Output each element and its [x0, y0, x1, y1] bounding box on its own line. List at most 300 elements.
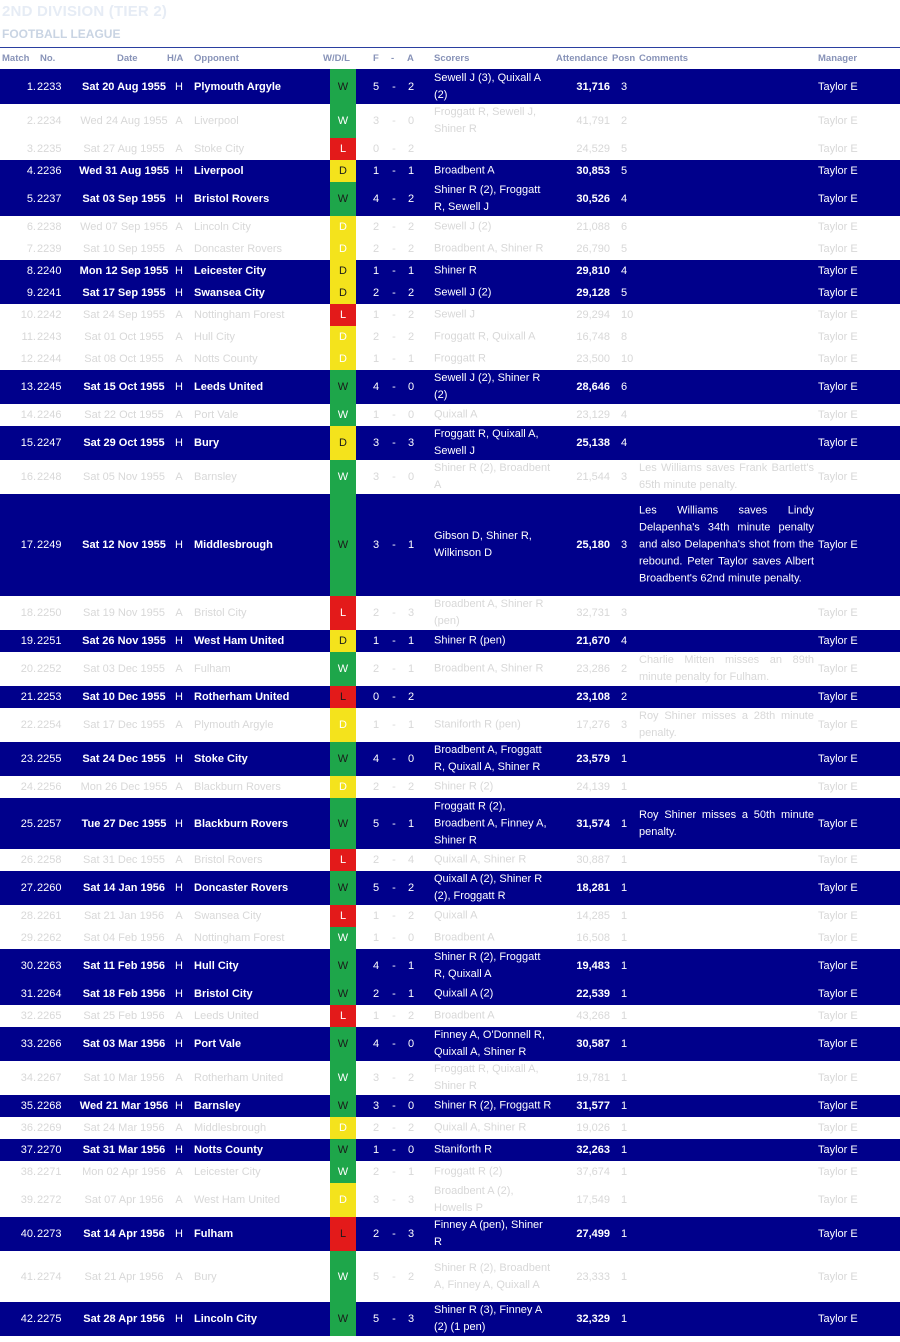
table-row: [0, 630, 900, 652]
row-goals-against: 2: [407, 80, 415, 93]
row-opponent: Barnsley: [194, 1100, 241, 1112]
row-opponent: Stoke City: [194, 143, 245, 155]
row-date: Sat 12 Nov 1955: [82, 539, 166, 551]
row-attendance: 32,329: [576, 1313, 610, 1325]
row-goals-against: 0: [407, 1100, 415, 1112]
row-game-number: 2243: [37, 331, 62, 343]
row-result-badge: W: [330, 1161, 356, 1183]
row-attendance: 23,108: [576, 691, 610, 703]
row-game-number: 2273: [37, 1228, 62, 1240]
row-date: Sat 18 Feb 1956: [82, 988, 166, 1000]
row-opponent: Swansea City: [194, 910, 262, 922]
row-score-dash: -: [392, 1270, 396, 1283]
row-date: Sat 20 Aug 1955: [82, 80, 166, 93]
row-match-number: 5.: [26, 193, 36, 205]
row-goals-for: 3: [372, 1194, 380, 1206]
table-row: [0, 776, 900, 798]
row-game-number: 2260: [37, 882, 62, 894]
row-score-dash: -: [392, 1122, 396, 1134]
row-opponent: Plymouth Argyle: [194, 80, 281, 93]
row-match-number: 6.: [26, 221, 36, 233]
row-match-number: 38.: [20, 1166, 36, 1178]
row-goals-against: 3: [407, 437, 415, 449]
page-title: 2ND DIVISION (TIER 2): [2, 3, 168, 20]
table-row: [0, 182, 900, 216]
row-game-number: 2263: [37, 960, 62, 972]
row-manager: Taylor E: [818, 910, 858, 922]
row-home-away: A: [175, 719, 183, 731]
row-match-number: 19.: [20, 635, 36, 647]
row-result-badge: D: [330, 348, 356, 370]
row-manager: Taylor E: [818, 1228, 858, 1240]
row-match-number: 7.: [26, 243, 36, 255]
row-scorers: Broadbent A, Shiner R: [434, 662, 544, 675]
row-score-dash: -: [392, 353, 396, 365]
row-opponent: Stoke City: [194, 753, 248, 765]
row-home-away: A: [175, 353, 183, 365]
row-opponent: Blackburn Rovers: [194, 781, 281, 793]
row-manager: Taylor E: [818, 1144, 858, 1156]
row-attendance: 30,526: [576, 193, 610, 205]
row-opponent: Port Vale: [194, 409, 239, 421]
row-date: Mon 02 Apr 1956: [82, 1166, 166, 1178]
row-attendance: 30,587: [576, 1038, 610, 1050]
row-goals-for: 5: [372, 80, 380, 93]
row-home-away: H: [175, 882, 183, 894]
row-date: Wed 07 Sep 1955: [80, 221, 168, 233]
row-date: Sat 27 Aug 1955: [83, 143, 165, 155]
row-goals-for: 1: [372, 932, 380, 944]
row-attendance: 19,781: [576, 1072, 610, 1084]
row-attendance: 28,646: [576, 381, 610, 393]
row-date: Sat 31 Mar 1956: [82, 1144, 166, 1156]
row-home-away: A: [175, 607, 183, 619]
table-row: [0, 282, 900, 304]
row-score-dash: -: [392, 1228, 396, 1240]
table-row: [0, 260, 900, 282]
row-scorers: Quixall A: [434, 408, 478, 421]
col-header-scorers: Scorers: [434, 53, 470, 64]
row-date: Sat 03 Sep 1955: [82, 193, 166, 205]
row-date: Sat 04 Feb 1956: [83, 932, 165, 944]
row-date: Sat 17 Dec 1955: [83, 719, 165, 731]
table-row: [0, 742, 900, 776]
row-result-badge: L: [330, 905, 356, 927]
row-game-number: 2265: [37, 1010, 62, 1022]
row-position: 2: [621, 115, 628, 127]
row-goals-against: 3: [407, 1194, 415, 1206]
row-attendance: 31,577: [576, 1100, 610, 1112]
row-date: Wed 21 Mar 1956: [79, 1100, 169, 1112]
row-game-number: 2274: [37, 1270, 62, 1283]
row-result-badge: W: [330, 69, 356, 104]
row-comments: Les Williams saves Lindy Delapenha's 34th minute penalty and also Delapenha's shot from the rebound. Peter Taylor saves Albert Broadbent's 62nd minute penalty.: [639, 504, 814, 585]
row-result-badge: L: [330, 596, 356, 630]
row-scorers: Sewell J (2): [434, 220, 492, 233]
row-goals-against: 0: [407, 932, 415, 944]
table-row: [0, 927, 900, 949]
row-date: Sat 10 Dec 1955: [82, 691, 166, 703]
row-goals-for: 0: [372, 143, 380, 155]
table-row: [0, 1005, 900, 1027]
row-attendance: 21,544: [576, 471, 610, 483]
row-result-badge: W: [330, 742, 356, 776]
row-attendance: 23,579: [576, 753, 610, 765]
row-goals-against: 0: [407, 381, 415, 393]
row-game-number: 2253: [37, 691, 62, 703]
row-result-badge: W: [330, 1061, 356, 1095]
row-match-number: 42.: [20, 1313, 36, 1325]
row-date: Sat 07 Apr 1956: [84, 1194, 164, 1206]
row-scorers: Sewell J (3), Quixall A (2): [434, 71, 541, 101]
row-manager: Taylor E: [818, 80, 858, 93]
row-goals-against: 2: [407, 910, 415, 922]
table-row: [0, 370, 900, 404]
row-position: 1: [621, 1228, 628, 1240]
row-manager: Taylor E: [818, 381, 858, 393]
row-game-number: 2255: [37, 753, 62, 765]
row-game-number: 2240: [37, 265, 62, 277]
row-attendance: 14,285: [576, 910, 610, 922]
row-home-away: H: [175, 635, 183, 647]
row-date: Wed 24 Aug 1955: [80, 115, 168, 127]
row-result-badge: D: [330, 426, 356, 460]
row-goals-for: 2: [372, 607, 380, 619]
row-game-number: 2238: [37, 221, 62, 233]
row-game-number: 2257: [37, 817, 62, 830]
row-position: 4: [621, 635, 628, 647]
row-attendance: 23,500: [576, 353, 610, 365]
row-position: 6: [621, 381, 628, 393]
row-position: 10: [621, 309, 634, 321]
row-home-away: H: [175, 1228, 183, 1240]
row-goals-against: 1: [407, 265, 415, 277]
row-opponent: Doncaster Rovers: [194, 882, 289, 894]
row-game-number: 2237: [37, 193, 62, 205]
row-score-dash: -: [392, 1038, 396, 1050]
row-scorers: Froggatt R, Quixall A: [434, 330, 536, 343]
row-position: 10: [621, 353, 634, 365]
row-attendance: 30,887: [576, 854, 610, 866]
row-goals-for: 1: [372, 1144, 380, 1156]
row-result-badge: W: [330, 1139, 356, 1161]
row-goals-for: 3: [372, 437, 380, 449]
row-goals-for: 3: [372, 115, 380, 127]
row-attendance: 23,129: [576, 409, 610, 421]
row-home-away: H: [175, 691, 183, 703]
row-position: 3: [621, 607, 628, 619]
row-match-number: 27.: [20, 882, 36, 894]
row-goals-against: 0: [407, 753, 415, 765]
row-home-away: H: [175, 988, 183, 1000]
row-scorers: Gibson D, Shiner R, Wilkinson D: [434, 530, 532, 559]
table-row: [0, 1302, 900, 1336]
row-home-away: A: [175, 1194, 183, 1206]
row-position: 1: [621, 1010, 628, 1022]
row-game-number: 2269: [37, 1122, 62, 1134]
row-position: 1: [621, 781, 628, 793]
row-position: 1: [621, 1122, 628, 1134]
row-position: 5: [621, 243, 628, 255]
row-score-dash: -: [392, 910, 396, 922]
row-game-number: 2251: [37, 635, 62, 647]
row-position: 5: [621, 165, 628, 177]
row-goals-against: 0: [407, 1038, 415, 1050]
row-opponent: Hull City: [194, 960, 239, 972]
row-scorers: Froggatt R (2), Broadbent A, Finney A, Shiner R: [434, 800, 547, 846]
row-score-dash: -: [392, 143, 396, 155]
row-goals-for: 3: [372, 1072, 380, 1084]
row-score-dash: -: [392, 193, 396, 205]
row-score-dash: -: [392, 960, 396, 972]
row-scorers: Quixall A, Shiner R: [434, 853, 527, 866]
table-row: [0, 905, 900, 927]
row-game-number: 2248: [37, 471, 62, 483]
row-date: Wed 31 Aug 1955: [79, 165, 169, 177]
row-game-number: 2252: [37, 663, 62, 675]
row-match-number: 10.: [20, 309, 36, 321]
row-match-number: 3.: [26, 143, 36, 155]
row-opponent: Middlesbrough: [194, 1122, 267, 1134]
row-manager: Taylor E: [818, 265, 858, 277]
row-date: Sat 14 Apr 1956: [83, 1228, 165, 1240]
row-opponent: Bristol Rovers: [194, 193, 270, 205]
row-goals-against: 1: [407, 539, 415, 551]
row-scorers: Staniforth R (pen): [434, 718, 521, 731]
row-goals-for: 1: [372, 165, 380, 177]
row-date: Sat 10 Mar 1956: [83, 1072, 165, 1084]
row-attendance: 23,286: [576, 663, 610, 675]
row-match-number: 30.: [20, 960, 36, 972]
row-manager: Taylor E: [818, 1072, 858, 1084]
row-date: Sat 24 Mar 1956: [83, 1122, 165, 1134]
row-scorers: Finney A (pen), Shiner R: [434, 1219, 543, 1248]
col-header-date: Date: [117, 53, 138, 64]
row-goals-for: 2: [372, 1228, 380, 1240]
row-home-away: H: [175, 381, 183, 393]
row-opponent: Leicester City: [194, 1166, 261, 1178]
row-manager: Taylor E: [818, 1122, 858, 1134]
row-manager: Taylor E: [818, 1100, 858, 1112]
row-manager: Taylor E: [818, 437, 858, 449]
row-goals-against: 2: [407, 143, 415, 155]
row-score-dash: -: [392, 1194, 396, 1206]
row-attendance: 27,499: [576, 1228, 610, 1240]
table-row: [0, 652, 900, 686]
row-score-dash: -: [392, 1144, 396, 1156]
row-home-away: H: [175, 817, 183, 830]
row-score-dash: -: [392, 691, 396, 703]
row-scorers: Froggatt R (2): [434, 1165, 503, 1178]
row-manager: Taylor E: [818, 719, 858, 731]
row-opponent: Bury: [194, 437, 220, 449]
row-date: Sat 24 Dec 1955: [82, 753, 166, 765]
row-score-dash: -: [392, 265, 396, 277]
row-position: 1: [621, 1166, 628, 1178]
row-position: 1: [621, 1100, 628, 1112]
row-goals-for: 4: [372, 753, 380, 765]
row-attendance: 26,790: [576, 243, 610, 255]
row-score-dash: -: [392, 854, 396, 866]
row-opponent: Fulham: [194, 1228, 234, 1240]
row-home-away: H: [175, 1313, 183, 1325]
row-game-number: 2270: [37, 1144, 62, 1156]
row-goals-for: 5: [372, 882, 380, 894]
row-result-badge: W: [330, 1251, 356, 1302]
row-manager: Taylor E: [818, 165, 858, 177]
row-match-number: 16.: [20, 471, 36, 483]
row-score-dash: -: [392, 781, 396, 793]
table-row: [0, 1139, 900, 1161]
row-scorers: Broadbent A (2), Howells P: [434, 1185, 514, 1214]
row-opponent: Lincoln City: [194, 221, 251, 233]
row-goals-against: 2: [407, 1072, 415, 1084]
row-result-badge: D: [330, 238, 356, 260]
row-home-away: A: [175, 1010, 183, 1022]
table-row: [0, 1061, 900, 1095]
row-goals-against: 1: [407, 960, 415, 972]
row-game-number: 2249: [37, 539, 62, 551]
row-goals-for: 1: [372, 409, 380, 421]
table-row: [0, 686, 900, 708]
row-opponent: Liverpool: [194, 115, 239, 127]
row-scorers: Froggatt R, Quixall A, Shiner R: [434, 1063, 539, 1092]
row-goals-for: 1: [372, 265, 380, 277]
row-goals-for: 0: [372, 691, 380, 703]
row-game-number: 2272: [37, 1194, 62, 1206]
table-row: [0, 138, 900, 160]
row-scorers: Shiner R (2): [434, 780, 494, 793]
row-comments: Charlie Mitten misses an 89th minute penalty for Fulham.: [639, 654, 814, 683]
row-score-dash: -: [392, 663, 396, 675]
row-manager: Taylor E: [818, 243, 858, 255]
row-home-away: A: [175, 471, 183, 483]
row-position: 1: [621, 882, 628, 894]
row-score-dash: -: [392, 287, 396, 299]
row-home-away: A: [175, 663, 183, 675]
row-date: Sat 19 Nov 1955: [83, 607, 165, 619]
row-goals-against: 1: [407, 719, 415, 731]
row-goals-for: 2: [372, 781, 380, 793]
row-goals-for: 1: [372, 635, 380, 647]
row-goals-against: 4: [407, 854, 415, 866]
table-row: [0, 1217, 900, 1251]
row-attendance: 29,810: [576, 265, 610, 277]
row-result-badge: W: [330, 104, 356, 138]
table-row: [0, 216, 900, 238]
row-match-number: 23.: [20, 753, 36, 765]
table-row: [0, 238, 900, 260]
row-scorers: Quixall A (2): [434, 987, 494, 1000]
row-home-away: H: [175, 960, 183, 972]
row-result-badge: L: [330, 1005, 356, 1027]
col-header-comments: Comments: [639, 53, 689, 64]
row-position: 1: [621, 1072, 628, 1084]
row-match-number: 11.: [21, 331, 36, 343]
row-goals-against: 2: [407, 691, 415, 703]
row-game-number: 2239: [37, 243, 62, 255]
table-row: [0, 596, 900, 630]
row-attendance: 24,529: [576, 143, 610, 155]
row-result-badge: W: [330, 370, 356, 404]
row-scorers: Sewell J: [434, 308, 475, 321]
row-score-dash: -: [392, 1072, 396, 1084]
row-match-number: 14.: [20, 409, 36, 421]
row-position: 1: [621, 1038, 628, 1050]
row-result-badge: W: [330, 1302, 356, 1336]
row-goals-against: 0: [407, 409, 415, 421]
row-opponent: Leeds United: [194, 1010, 259, 1022]
row-home-away: H: [175, 287, 183, 299]
row-date: Sat 26 Nov 1955: [82, 635, 166, 647]
row-manager: Taylor E: [818, 309, 858, 321]
row-result-badge: D: [330, 282, 356, 304]
row-goals-against: 2: [407, 1010, 415, 1022]
row-goals-against: 2: [407, 882, 415, 894]
row-scorers: Shiner R (2), Froggatt R, Sewell J: [434, 184, 541, 213]
row-scorers: Staniforth R: [434, 1143, 493, 1156]
row-home-away: A: [175, 331, 183, 343]
row-date: Mon 26 Dec 1955: [80, 781, 168, 793]
row-scorers: Sewell J (2): [434, 286, 492, 299]
row-date: Sat 29 Oct 1955: [83, 437, 165, 449]
row-scorers: Finney A, O'Donnell R, Quixall A, Shiner R: [434, 1029, 545, 1058]
table-row: [0, 1117, 900, 1139]
row-home-away: A: [175, 1072, 183, 1084]
row-position: 8: [621, 331, 628, 343]
col-header-a: A: [407, 53, 414, 64]
row-home-away: A: [175, 854, 183, 866]
row-score-dash: -: [392, 539, 396, 551]
row-goals-for: 1: [372, 309, 380, 321]
row-scorers: Shiner R (2), Broadbent A, Finney A, Quixall A: [434, 1261, 551, 1291]
row-position: 1: [621, 1313, 628, 1325]
row-scorers: Froggatt R, Quixall A, Sewell J: [434, 428, 539, 457]
row-goals-against: 2: [407, 331, 415, 343]
table-row: [0, 304, 900, 326]
row-result-badge: W: [330, 798, 356, 849]
row-game-number: 2234: [37, 115, 62, 127]
row-manager: Taylor E: [818, 882, 858, 894]
row-goals-for: 3: [372, 471, 380, 483]
row-manager: Taylor E: [818, 1010, 858, 1022]
row-scorers: Shiner R (3), Finney A (2) (1 pen): [434, 1304, 542, 1333]
row-goals-for: 2: [372, 1166, 380, 1178]
row-goals-against: 0: [407, 1144, 415, 1156]
row-home-away: A: [175, 143, 183, 155]
row-goals-against: 0: [407, 115, 415, 127]
col-header-match: Match: [2, 53, 30, 64]
row-position: 4: [621, 265, 628, 277]
row-manager: Taylor E: [818, 691, 858, 703]
row-position: 1: [621, 910, 628, 922]
row-home-away: H: [175, 1144, 183, 1156]
row-match-number: 21.: [20, 691, 36, 703]
row-goals-against: 3: [407, 607, 415, 619]
row-match-number: 9.: [26, 287, 36, 299]
row-opponent: Bristol City: [194, 988, 253, 1000]
row-goals-for: 4: [372, 960, 380, 972]
row-goals-against: 1: [407, 817, 415, 830]
row-goals-against: 2: [407, 193, 415, 205]
row-goals-for: 4: [372, 381, 380, 393]
row-scorers: Sewell J (2), Shiner R (2): [434, 372, 541, 401]
row-home-away: A: [175, 1122, 183, 1134]
row-goals-against: 2: [407, 781, 415, 793]
row-goals-against: 1: [407, 663, 415, 675]
table-row: [0, 426, 900, 460]
row-goals-against: 3: [407, 1228, 415, 1240]
